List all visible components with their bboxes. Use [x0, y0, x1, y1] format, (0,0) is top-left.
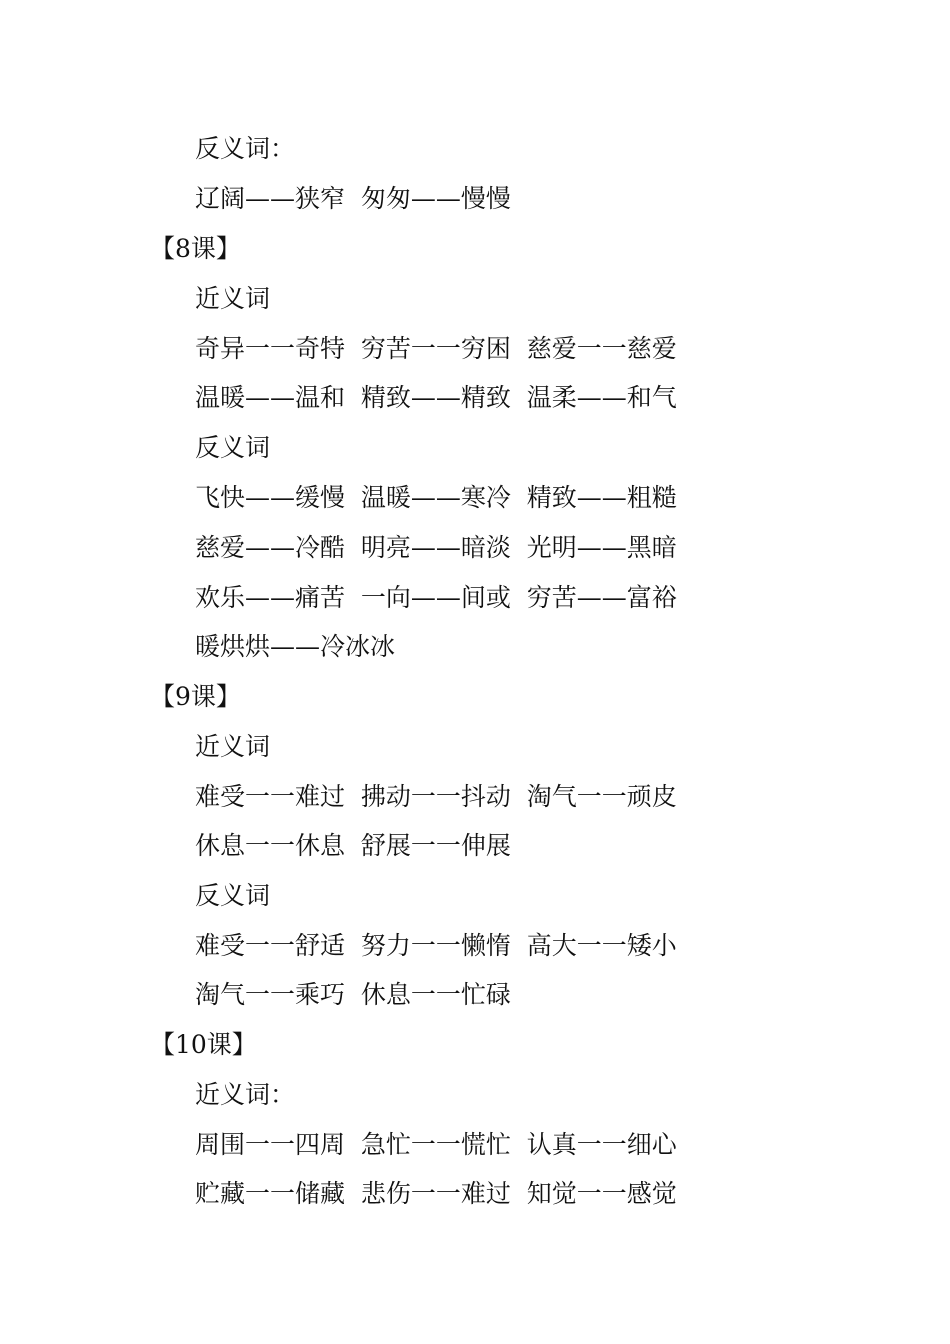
word-pair-line: 暖烘烘——冷冰冰: [195, 632, 396, 661]
word-pair-line: 奇异一一奇特 穷苦一一穷困 慈爱一一慈爱: [195, 334, 677, 363]
word-pair-line: 贮藏一一储藏 悲伤一一难过 知觉一一感觉: [195, 1179, 677, 1208]
lesson-10-heading: 【10课】: [150, 1030, 257, 1059]
lesson-9-heading: 【9课】: [150, 682, 241, 711]
word-pair-line: 温暖——温和 精致——精致 温柔——和气: [195, 383, 677, 412]
antonym-heading: 反义词: [195, 881, 271, 910]
word-pair-line: 飞快——缓慢 温暖——寒冷 精致——粗糙: [195, 483, 677, 512]
word-pair-line: 淘气一一乘巧 休息一一忙碌: [195, 980, 511, 1009]
word-pair-line: 欢乐——痛苦 一向——间或 穷苦——富裕: [195, 583, 677, 612]
synonym-heading: 近义词: [195, 732, 271, 761]
antonym-heading: 反义词：: [195, 134, 296, 163]
word-pair-line: 慈爱——冷酷 明亮——暗淡 光明——黑暗: [195, 533, 677, 562]
lesson-8-heading: 【8课】: [150, 234, 241, 263]
word-pair-line: 难受一一舒适 努力一一懒惰 高大一一矮小: [195, 931, 677, 960]
antonym-heading: 反义词: [195, 433, 271, 462]
word-pair-line: 难受一一难过 拂动一一抖动 淘气一一顽皮: [195, 782, 677, 811]
synonym-heading: 近义词：: [195, 1080, 296, 1109]
word-pair-line: 辽阔——狭窄 匆匆——慢慢: [195, 184, 511, 213]
word-pair-line: 周围一一四周 急忙一一慌忙 认真一一细心: [195, 1130, 677, 1159]
word-pair-line: 休息一一休息 舒展一一伸展: [195, 831, 511, 860]
synonym-heading: 近义词: [195, 284, 271, 313]
